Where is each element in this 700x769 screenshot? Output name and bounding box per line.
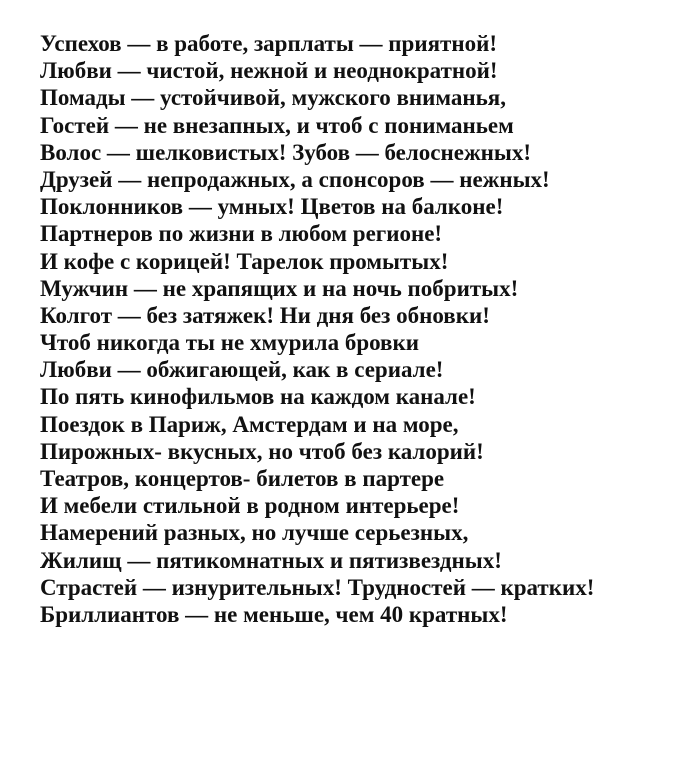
poem-line-16: Пирожных- вкусных, но чтоб без калорий!	[40, 438, 484, 464]
poem-line-10: Мужчин — не храпящих и на ночь побритых!	[40, 275, 519, 301]
poem-line-7: Поклонников — умных! Цветов на балконе!	[40, 194, 504, 220]
poem-line-14: По пять кинофильмов на каждом канале!	[40, 384, 476, 410]
poem-line-13: Любви — обжигающей, как в сериале!	[40, 357, 444, 383]
poem-line-21: Страстей — изнурительных! Трудностей — кратких!	[40, 574, 595, 600]
poem-line-3: Помады — устойчивой, мужского вниманья,	[40, 85, 506, 111]
poem-line-20: Жилищ — пятикомнатных и пятизвездных!	[40, 547, 502, 573]
poem-line-22: Бриллиантов — не меньше, чем 40 кратных!	[40, 601, 508, 627]
poem-line-9: И кофе с корицей! Тарелок промытых!	[40, 248, 449, 274]
poem-line-19: Намерений разных, но лучше серьезных,	[40, 520, 469, 546]
poem-line-18: И мебели стильной в родном интерьере!	[40, 493, 460, 519]
poem-line-4: Гостей — не внезапных, и чтоб с пониманьем	[40, 112, 514, 138]
poem-line-2: Любви — чистой, нежной и неоднократной!	[40, 58, 498, 84]
poem-line-11: Колгот — без затяжек! Ни дня без обновки!	[40, 302, 490, 328]
poem-text	[40, 30, 680, 628]
poem-line-5: Волос — шелковистых! Зубов — белоснежных!	[40, 139, 532, 165]
poem-line-15: Поездок в Париж, Амстердам и на море,	[40, 411, 459, 437]
poem-line-6: Друзей — непродажных, а спонсоров — нежных!	[40, 166, 550, 192]
poem-line-12: Чтоб никогда ты не хмурила бровки	[40, 330, 419, 356]
poem-line-8: Партнеров по жизни в любом регионе!	[40, 221, 443, 247]
poem-line-1: Успехов — в работе, зарплаты — приятной!	[40, 31, 497, 56]
poem-line-17: Театров, концертов- билетов в партере	[40, 466, 445, 491]
